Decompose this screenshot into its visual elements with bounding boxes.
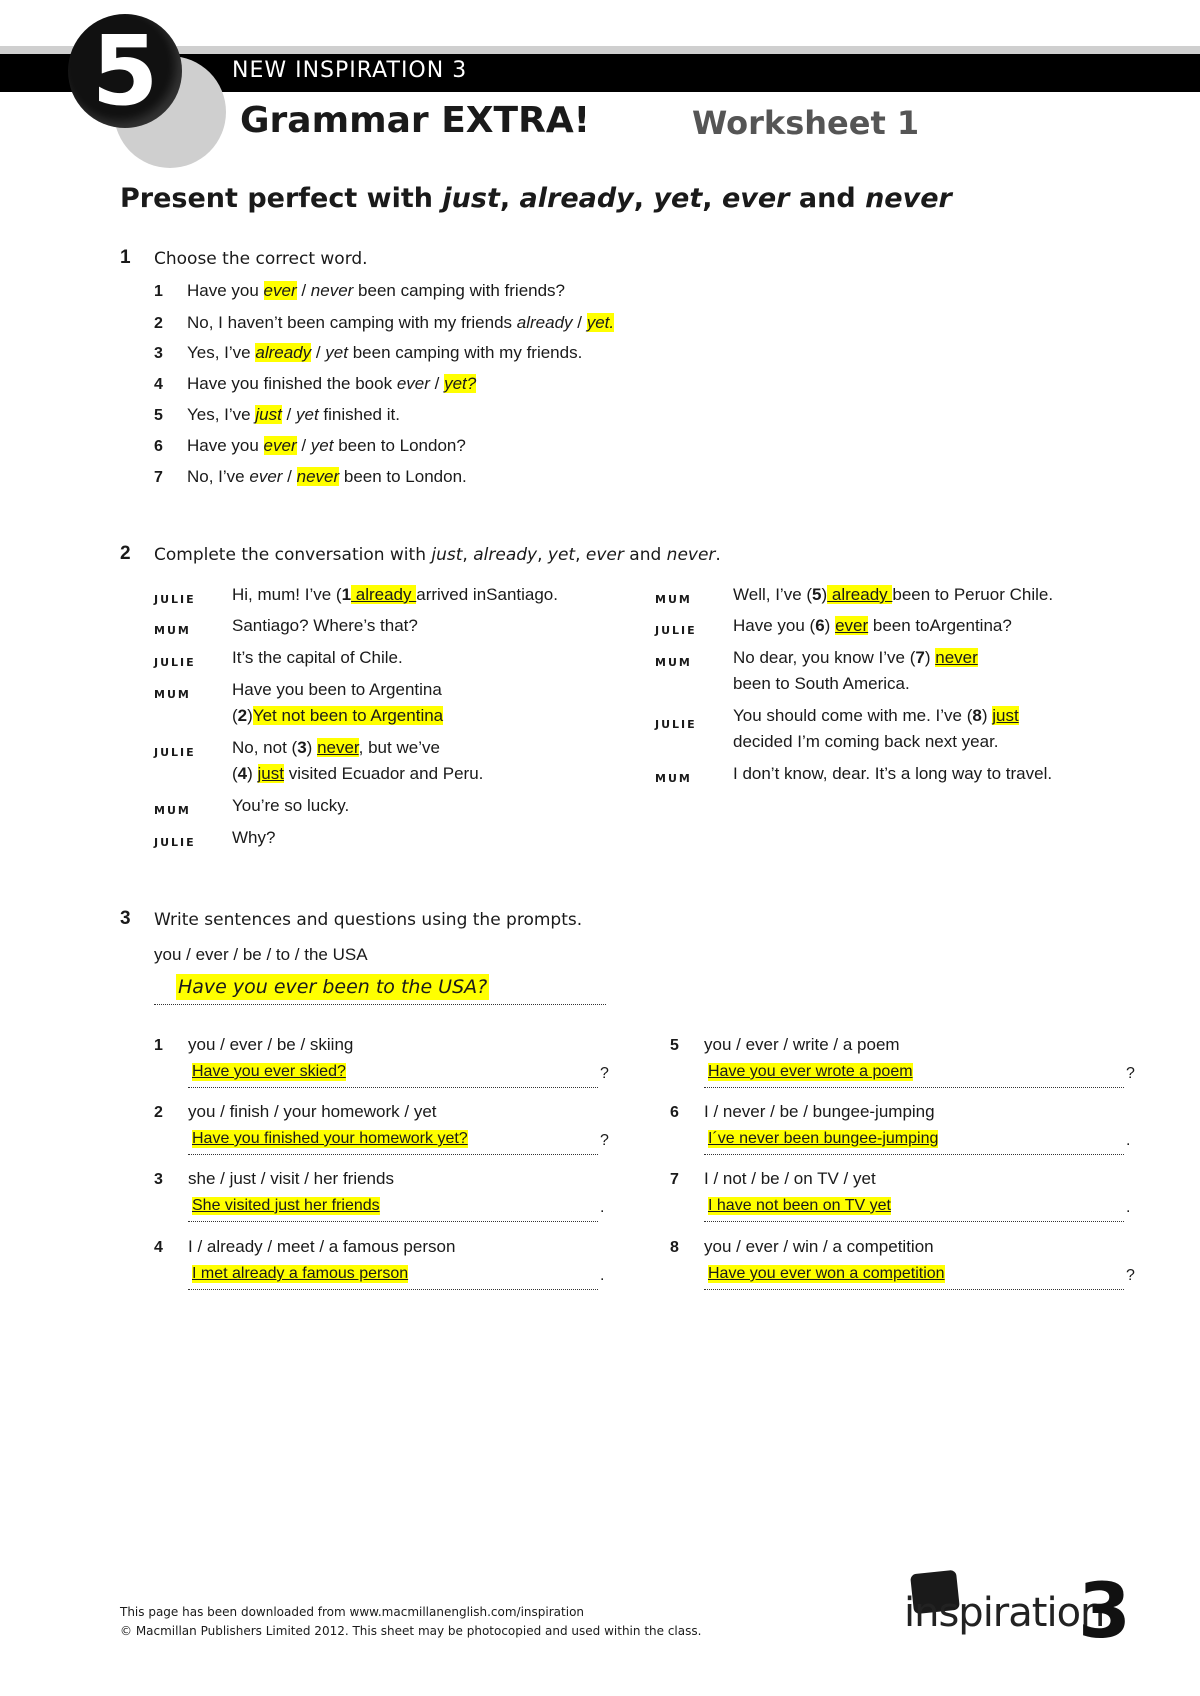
prompt-text: you / finish / your homework / yet [188, 1102, 437, 1121]
choice-option[interactable]: already [255, 343, 312, 362]
sentence-text: / [282, 467, 297, 486]
instruction-text: Complete the conversation with [154, 545, 432, 565]
instruction-sep: , [462, 545, 474, 565]
instruction-word: never [666, 545, 716, 565]
heading-word-already: already [519, 183, 634, 214]
gap-answer: never [317, 738, 359, 757]
speaker-label: JULIE [154, 746, 196, 759]
gap-answer: already [351, 585, 417, 604]
line-text: ) [821, 585, 828, 604]
prompt-text: I / already / meet / a famous person [188, 1237, 456, 1256]
choice-option[interactable]: already [516, 313, 573, 332]
item-number: 3 [154, 1171, 163, 1188]
gap-number: 7 [915, 648, 925, 667]
dialogue-line [232, 735, 440, 761]
choice-option[interactable]: ever [263, 436, 297, 455]
answer-text: Have you ever won a competition [708, 1265, 945, 1282]
footer-copyright: © Macmillan Publishers Limited 2012. This sheet may be photocopied and used within the class. [120, 1624, 702, 1638]
dialogue-line: It’s the capital of Chile. [232, 648, 403, 667]
choice-option[interactable]: yet [310, 436, 334, 455]
line-text: ) [824, 616, 836, 635]
choice-sentence [187, 343, 582, 363]
instruction-sep: , [575, 545, 586, 565]
heading-word-ever: ever [721, 183, 790, 214]
line-text: visited Ecuador and Peru. [284, 764, 484, 783]
answer-text: I´ve never been bungee-jumping [708, 1130, 939, 1147]
line-text: , but we’ve [358, 738, 440, 757]
line-text: You should come with me. I’ve ( [733, 706, 973, 725]
exercise-3-number: 3 [120, 908, 131, 929]
speaker-label: MUM [655, 593, 692, 606]
sentence-text: Have you [187, 436, 264, 455]
page-title: Grammar EXTRA! [240, 100, 591, 141]
line-text: No dear, you know I’ve ( [733, 648, 916, 667]
sentence-text: finished it. [318, 405, 400, 424]
dialogue-line: Santiago? Where’s that? [232, 616, 418, 635]
choice-sentence [187, 313, 614, 333]
answer-text: Have you ever wrote a poem [708, 1063, 913, 1080]
line-text: ( [232, 706, 238, 725]
dialogue-line: You’re so lucky. [232, 796, 350, 815]
sentence-text: / [281, 405, 296, 424]
choice-option[interactable]: yet [296, 405, 319, 424]
logo-word: inspiration [904, 1590, 1105, 1636]
exercise-2-instruction [154, 545, 721, 565]
line-text: ( [232, 764, 238, 783]
end-punctuation: . [600, 1267, 605, 1284]
choice-option[interactable]: never [296, 467, 340, 486]
gap-answer: Yet not been to Argentina [252, 706, 444, 725]
speaker-label: MUM [154, 624, 191, 637]
choice-sentence [187, 374, 476, 394]
gap-answer: just [257, 764, 284, 783]
sentence-text: been to London? [333, 436, 466, 455]
prompt-text: she / just / visit / her friends [188, 1169, 394, 1188]
instruction-sep: , [537, 545, 548, 565]
gap-number: 2 [237, 706, 248, 725]
item-number: 8 [670, 1239, 679, 1256]
answer-text: She visited just her friends [192, 1197, 380, 1214]
line-text: Have you ( [733, 616, 816, 635]
prompt-text: you / ever / win / a competition [704, 1237, 934, 1256]
worksheet-label: Worksheet 1 [692, 104, 920, 142]
speaker-label: JULIE [154, 656, 196, 669]
choice-option[interactable]: ever [396, 374, 430, 393]
speaker-label: JULIE [154, 836, 196, 849]
choice-sentence [187, 436, 466, 456]
dialogue-line: Why? [232, 828, 276, 847]
item-number: 4 [154, 376, 163, 393]
choice-option[interactable]: yet? [444, 374, 477, 393]
sentence-text: / [311, 343, 326, 362]
exercise-1-instruction: Choose the correct word. [154, 249, 368, 269]
line-text: been toArgentina? [868, 616, 1012, 635]
example-answer: Have you ever been to the USA? [178, 976, 488, 998]
dialogue-line [232, 761, 483, 787]
answer-text: Have you finished your homework yet? [192, 1130, 468, 1147]
line-text: Hi, mum! I’ve ( [232, 585, 342, 604]
item-number: 2 [154, 1104, 163, 1121]
end-punctuation: . [600, 1199, 605, 1216]
example-prompt: you / ever / be / to / the USA [154, 945, 368, 964]
heading-sep: , [633, 183, 654, 214]
choice-option[interactable]: ever [249, 467, 283, 486]
sentence-text: Yes, I’ve [187, 343, 256, 362]
sentence-text: No, I’ve [187, 467, 250, 486]
dialogue-line [733, 613, 1012, 639]
instruction-and: and [623, 545, 667, 565]
line-text: ) [306, 738, 318, 757]
choice-sentence [187, 467, 467, 487]
line-text: arrived inSantiago. [416, 585, 558, 604]
gap-number: 5 [812, 585, 822, 604]
line-text: No, not ( [232, 738, 298, 757]
choice-option[interactable]: yet. [586, 313, 615, 332]
instruction-word: just [431, 545, 463, 565]
sentence-text: Have you finished the book [187, 374, 397, 393]
heading-word-never: never [865, 183, 952, 214]
series-title: NEW INSPIRATION 3 [232, 58, 468, 83]
speaker-label: JULIE [655, 624, 697, 637]
item-number: 3 [154, 345, 163, 362]
choice-sentence [187, 281, 565, 301]
sentence-text: been to London. [339, 467, 467, 486]
answer-text: Have you ever skied? [192, 1063, 346, 1080]
gap-answer: already [827, 585, 893, 604]
choice-option[interactable]: just [255, 405, 282, 424]
end-punctuation: ? [1126, 1267, 1135, 1284]
gap-number: 1 [341, 585, 352, 604]
end-punctuation: ? [600, 1065, 609, 1082]
end-punctuation: ? [1126, 1065, 1135, 1082]
gap-number: 3 [297, 738, 307, 757]
heading-word-just: just [442, 183, 500, 214]
end-punctuation: ? [600, 1132, 609, 1149]
dialogue-line: been to South America. [733, 674, 910, 693]
prompt-text: you / ever / be / skiing [188, 1035, 354, 1054]
gap-answer: just [992, 706, 1019, 725]
choice-option[interactable]: yet [325, 343, 348, 362]
item-number: 1 [154, 1037, 163, 1054]
section-heading [120, 183, 952, 214]
unit-number: 5 [91, 15, 159, 127]
heading-and: and [789, 183, 866, 214]
dialogue-line [733, 582, 1053, 608]
item-number: 4 [154, 1239, 163, 1256]
item-number: 5 [154, 407, 163, 424]
gap-number: 4 [237, 764, 248, 783]
gap-number: 8 [972, 706, 982, 725]
line-text: ) [247, 764, 258, 783]
dialogue-line [232, 582, 558, 608]
prompt-text: I / not / be / on TV / yet [704, 1169, 876, 1188]
gap-answer: ever [835, 616, 869, 635]
sentence-text: / [296, 281, 311, 300]
dialogue-line [232, 703, 443, 729]
choice-option[interactable]: never [310, 281, 354, 300]
item-number: 6 [154, 438, 163, 455]
dialogue-line: I don’t know, dear. It’s a long way to travel. [733, 764, 1053, 783]
exercise-2-number: 2 [120, 543, 131, 564]
exercise-1-number: 1 [120, 247, 131, 268]
dialogue-line: decided I’m coming back next year. [733, 732, 999, 751]
dialogue-line: Have you been to Argentina [232, 680, 442, 699]
prompt-text: I / never / be / bungee-jumping [704, 1102, 935, 1121]
instruction-end: . [715, 545, 721, 565]
instruction-word: yet [547, 545, 576, 565]
item-number: 7 [154, 469, 163, 486]
item-number: 5 [670, 1037, 679, 1054]
speaker-label: MUM [154, 804, 191, 817]
line-text: Well, I’ve ( [733, 585, 813, 604]
choice-option[interactable]: ever [263, 281, 297, 300]
speaker-label: JULIE [655, 718, 697, 731]
dialogue-line [733, 703, 1019, 729]
instruction-word: ever [585, 545, 624, 565]
speaker-label: MUM [655, 772, 692, 785]
sentence-text: been camping with friends? [353, 281, 566, 300]
heading-prefix: Present perfect with [120, 183, 443, 214]
choice-sentence [187, 405, 400, 425]
speaker-label: MUM [655, 656, 692, 669]
item-number: 7 [670, 1171, 679, 1188]
speaker-label: JULIE [154, 593, 196, 606]
item-number: 2 [154, 315, 163, 332]
sentence-text: been camping with my friends. [347, 343, 583, 362]
item-number: 6 [670, 1104, 679, 1121]
footer-download-note: This page has been downloaded from www.macmillanenglish.com/inspiration [120, 1605, 585, 1619]
line-text: ) [924, 648, 936, 667]
heading-sep: , [499, 183, 520, 214]
sentence-text: / [296, 436, 311, 455]
gap-number: 6 [815, 616, 825, 635]
line-text: been to Peruor Chile. [892, 585, 1054, 604]
logo-number: 3 [1078, 1566, 1131, 1655]
instruction-word: already [473, 545, 538, 565]
heading-word-yet: yet [653, 183, 703, 214]
heading-sep: , [702, 183, 722, 214]
dialogue-line [733, 645, 978, 671]
line-text: ) [981, 706, 993, 725]
answer-text: I met already a famous person [192, 1265, 409, 1282]
exercise-3-instruction: Write sentences and questions using the prompts. [154, 910, 583, 930]
item-number: 1 [154, 283, 163, 300]
end-punctuation: . [1126, 1132, 1131, 1149]
sentence-text: / [429, 374, 445, 393]
answer-text: I have not been on TV yet [708, 1197, 891, 1214]
sentence-text: / [572, 313, 587, 332]
end-punctuation: . [1126, 1199, 1131, 1216]
sentence-text: Yes, I’ve [187, 405, 256, 424]
speaker-label: MUM [154, 688, 191, 701]
line-text: ) [247, 706, 253, 725]
gap-answer: never [935, 648, 978, 667]
sentence-text: No, I haven’t been camping with my friends [187, 313, 517, 332]
prompt-text: you / ever / write / a poem [704, 1035, 900, 1054]
sentence-text: Have you [187, 281, 264, 300]
